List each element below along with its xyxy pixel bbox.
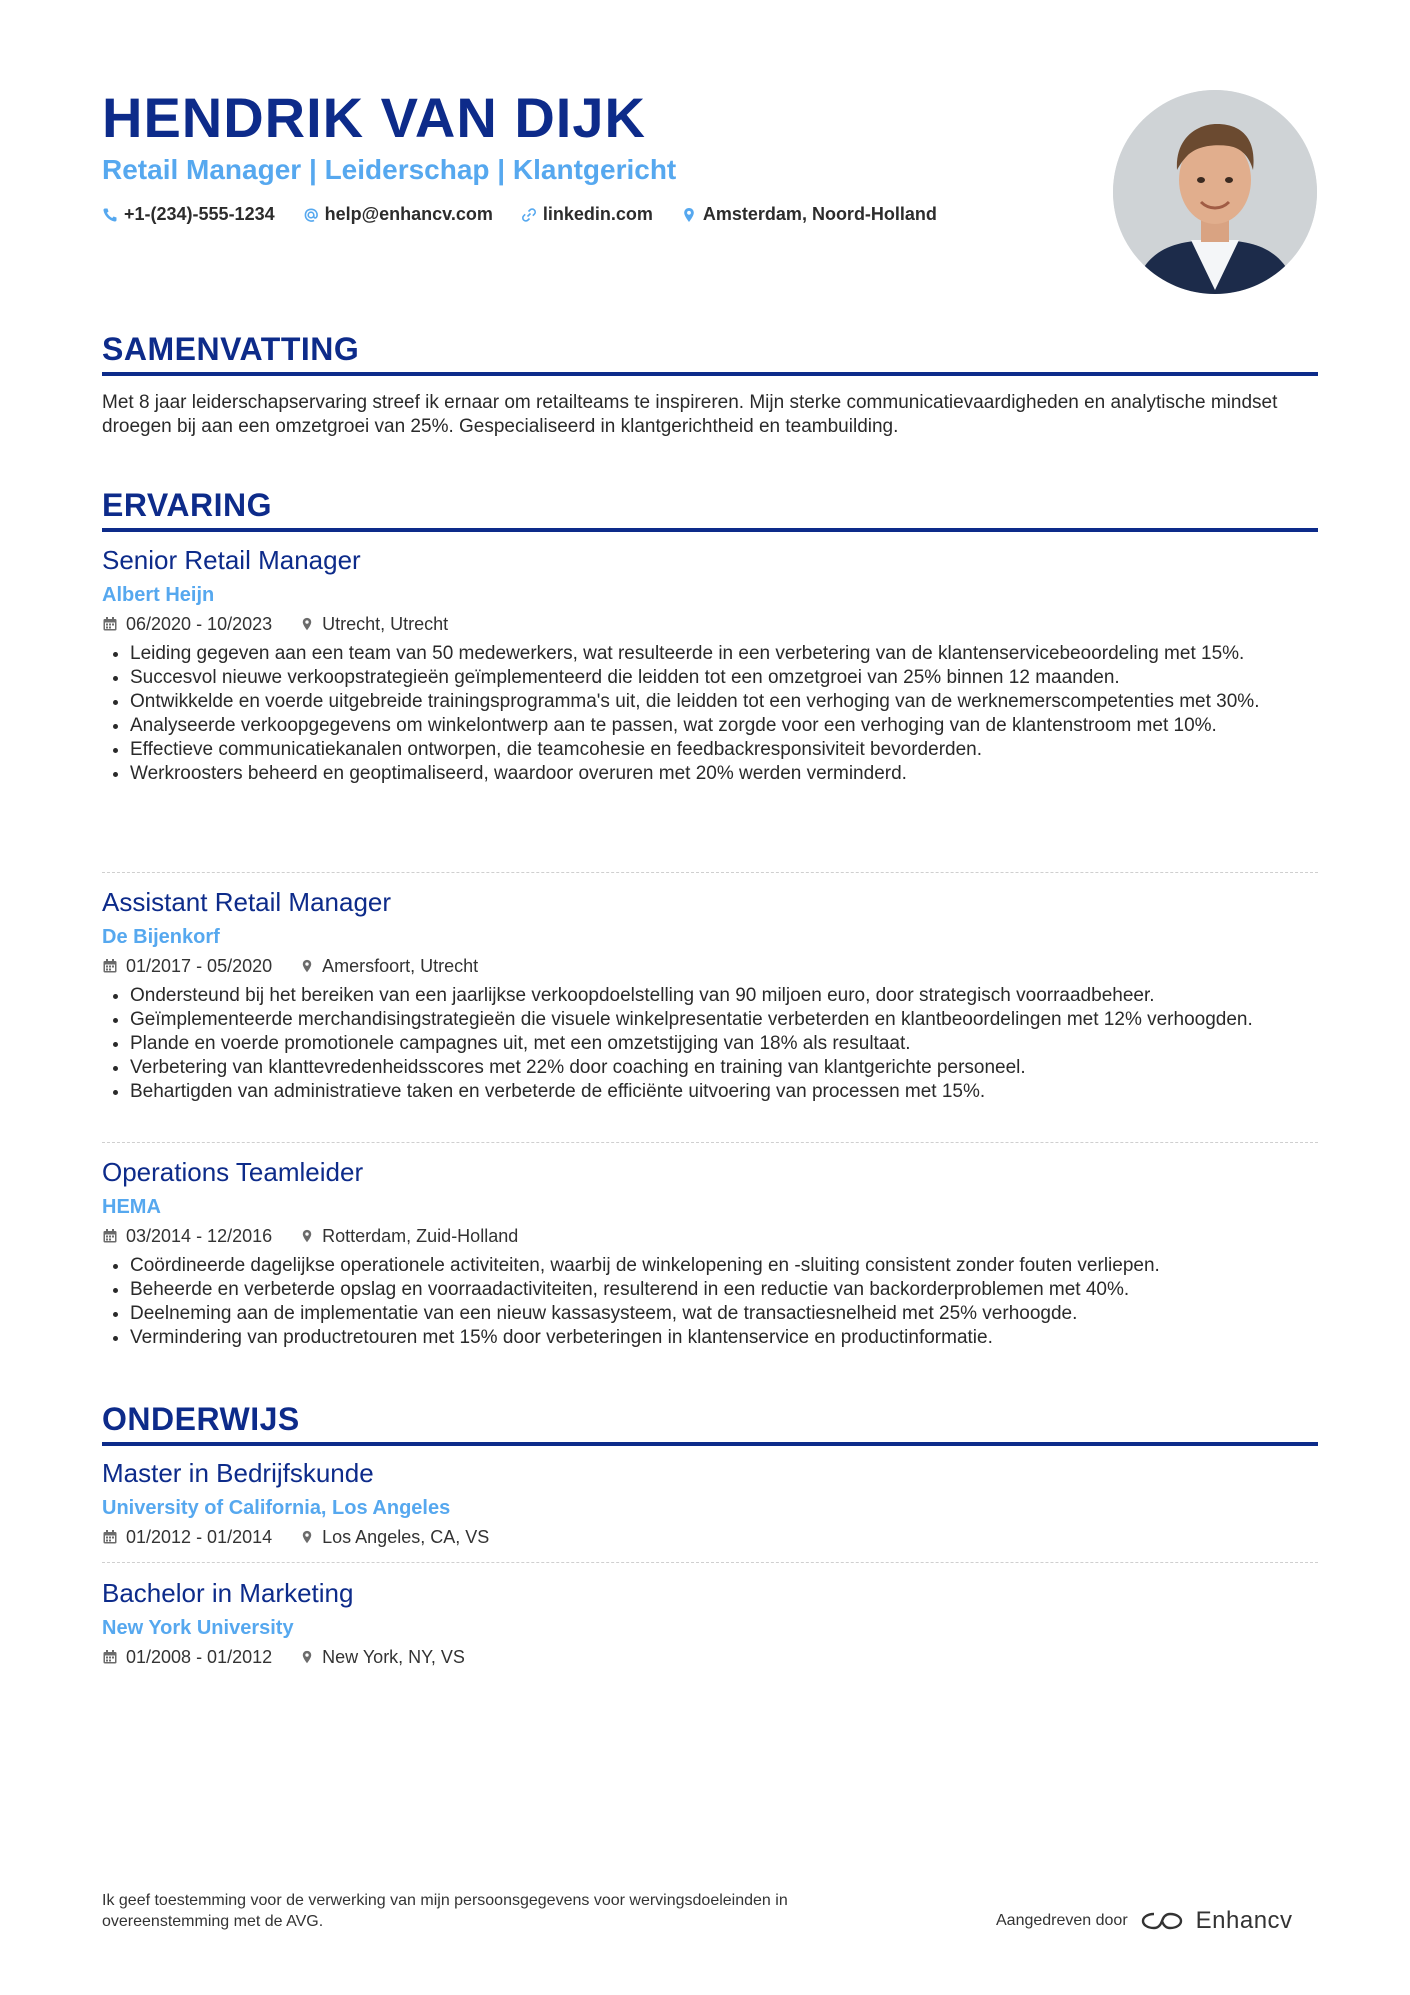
map-pin-icon <box>681 207 697 223</box>
location-text: Amersfoort, Utrecht <box>322 956 479 976</box>
list-item: • Werkroosters beheerd en geoptimaliseerd, waardoor overuren met 20% werden verminderd. <box>130 762 1318 786</box>
dates-text: 01/2017 - 05/2020 <box>126 956 273 976</box>
list-item: • Behartigden van administratieve taken en verbeterde de efficiënte uitvoering van processen met 15%. <box>130 1080 1318 1104</box>
list-item: • Beheerde en verbeterde opslag en voorraadactiviteiten, resulterend in een reductie van backorderproblemen met 40%. <box>130 1278 1318 1302</box>
job-title: Senior Retail Manager <box>102 545 361 575</box>
experience-item <box>102 1156 1318 1350</box>
list-item: • Verbetering van klanttevredenheidsscores met 22% door coaching en training van klantgerichte personeel. <box>130 1056 1318 1080</box>
avatar-illustration <box>1113 90 1317 294</box>
experience-item <box>102 544 1318 786</box>
gdpr-consent: Ik geef toestemming voor de verwerking van mijn persoonsgegevens voor wervingsdoeleinden in overeenstemming met de AVG. <box>102 1892 788 1930</box>
job-dates <box>102 1224 272 1248</box>
dates-text: 03/2014 - 12/2016 <box>126 1226 273 1246</box>
list-item: • Analyseerde verkoopgegevens om winkelontwerp aan te passen, wat zorgde voor een verhoging van de klantenstroom met 10%. <box>130 714 1318 738</box>
at-icon <box>303 207 319 223</box>
list-item: • Effectieve communicatiekanalen ontworpen, die teamcohesie en feedbackresponsiviteit bevorderden. <box>130 738 1318 762</box>
map-pin-icon <box>300 1649 314 1665</box>
education-dates <box>102 1525 272 1549</box>
summary-rule <box>102 372 1318 376</box>
job-dates <box>102 612 272 636</box>
job-meta <box>102 612 1318 636</box>
map-pin-icon <box>300 958 314 974</box>
location-text: Los Angeles, CA, VS <box>322 1527 490 1547</box>
company-name: De Bijenkorf <box>102 926 220 948</box>
location-text: Rotterdam, Zuid-Holland <box>322 1226 519 1246</box>
education-location <box>300 1525 489 1549</box>
experience-item <box>102 886 1318 1104</box>
link-icon <box>521 207 537 223</box>
map-pin-icon <box>300 1529 314 1545</box>
job-bullets <box>102 984 1318 1104</box>
calendar-icon <box>102 1228 118 1244</box>
powered-by[interactable] <box>996 1907 1293 1935</box>
list-item: • Ontwikkelde en voerde uitgebreide trainingsprogramma's uit, die leidden tot een verhoging van de werknemerscompetenties met 30%. <box>130 690 1318 714</box>
job-title: Assistant Retail Manager <box>102 887 392 917</box>
job-divider <box>102 1142 1318 1143</box>
job-divider <box>102 872 1318 873</box>
contact-phone[interactable] <box>102 204 275 225</box>
powered-by-label: Aangedreven door <box>996 1912 1128 1929</box>
job-title: Operations Teamleider <box>102 1157 364 1187</box>
education-divider <box>102 1562 1318 1563</box>
education-meta <box>102 1525 1318 1549</box>
degree-title: Bachelor in Marketing <box>102 1578 354 1608</box>
enhancv-logo-icon <box>1140 1910 1184 1932</box>
phone-icon <box>102 207 118 223</box>
list-item: • Plande en voerde promotionele campagnes uit, met een omzetstijging van 18% als resultaat. <box>130 1032 1318 1056</box>
experience-heading: ERVARING <box>102 487 272 523</box>
list-item: • Vermindering van productretouren met 15% door verbeteringen in klantenservice en productinformatie. <box>130 1326 1318 1350</box>
list-item: • Deelneming aan de implementatie van een nieuw kassasysteem, wat de transactiesnelheid met 25% verhoogde. <box>130 1302 1318 1326</box>
linkedin-text: linkedin.com <box>542 204 653 224</box>
job-location <box>300 612 448 636</box>
contact-bar <box>102 204 937 225</box>
location-text: Amsterdam, Noord-Holland <box>702 204 937 224</box>
education-meta <box>102 1645 1318 1669</box>
dates-text: 01/2008 - 01/2012 <box>126 1647 273 1667</box>
brand-name: Enhancv <box>1195 1907 1293 1934</box>
job-location <box>300 1224 518 1248</box>
contact-linkedin[interactable] <box>521 204 653 225</box>
map-pin-icon <box>300 616 314 632</box>
contact-location <box>681 204 937 225</box>
education-location <box>300 1645 465 1669</box>
map-pin-icon <box>300 1228 314 1244</box>
company-name: Albert Heijn <box>102 584 215 606</box>
list-item: • Succesvol nieuwe verkoopstrategieën geïmplementeerd die leidden tot een omzetgroei van 25% binnen 12 maanden. <box>130 666 1318 690</box>
job-bullets <box>102 642 1318 786</box>
dates-text: 01/2012 - 01/2014 <box>126 1527 273 1547</box>
job-meta <box>102 954 1318 978</box>
summary-heading: SAMENVATTING <box>102 331 360 367</box>
school-name: University of California, Los Angeles <box>102 1497 451 1519</box>
company-name: HEMA <box>102 1196 161 1218</box>
education-item <box>102 1577 1318 1669</box>
candidate-name: HENDRIK VAN DIJK <box>102 86 646 149</box>
email-text: help@enhancv.com <box>324 204 493 224</box>
dates-text: 06/2020 - 10/2023 <box>126 614 273 634</box>
list-item: • Ondersteund bij het bereiken van een jaarlijkse verkoopdoelstelling van 90 miljoen euro, door strategisch voorraadbeheer. <box>130 984 1318 1008</box>
experience-rule <box>102 528 1318 532</box>
list-item: • Geïmplementeerde merchandisingstrategieën die visuele winkelpresentatie verbeterden en klantbeoordelingen met 12% verhoogden. <box>130 1008 1318 1032</box>
location-text: Utrecht, Utrecht <box>322 614 449 634</box>
calendar-icon <box>102 1649 118 1665</box>
job-meta <box>102 1224 1318 1248</box>
job-location <box>300 954 478 978</box>
education-heading: ONDERWIJS <box>102 1401 300 1437</box>
job-dates <box>102 954 272 978</box>
calendar-icon <box>102 958 118 974</box>
calendar-icon <box>102 1529 118 1545</box>
list-item: • Coördineerde dagelijkse operationele activiteiten, waarbij de winkelopening en -sluiting consistent zonder fouten verliepen. <box>130 1254 1318 1278</box>
list-item: • Leiding gegeven aan een team van 50 medewerkers, wat resulteerde in een verbetering van de klantenservicebeoordeling met 15%. <box>130 642 1318 666</box>
phone-text: +1-(234)-555-1234 <box>124 204 275 224</box>
education-item <box>102 1457 1318 1549</box>
headline: Retail Manager | Leiderschap | Klantgericht <box>102 154 677 185</box>
contact-email[interactable] <box>303 204 493 225</box>
location-text: New York, NY, VS <box>322 1647 465 1667</box>
degree-title: Master in Bedrijfskunde <box>102 1458 374 1488</box>
job-bullets <box>102 1254 1318 1350</box>
school-name: New York University <box>102 1617 294 1639</box>
calendar-icon <box>102 616 118 632</box>
education-dates <box>102 1645 272 1669</box>
profile-photo <box>1113 90 1317 294</box>
summary-text: Met 8 jaar leiderschapservaring streef ik ernaar om retailteams te inspireren. Mijn sterke communicatievaardigheden en analytische mindset droegen bij aan een omzetgroei van 25%. Gespecialiseerd in klantgerichtheid en teambuilding. <box>102 392 1278 437</box>
education-rule <box>102 1442 1318 1446</box>
